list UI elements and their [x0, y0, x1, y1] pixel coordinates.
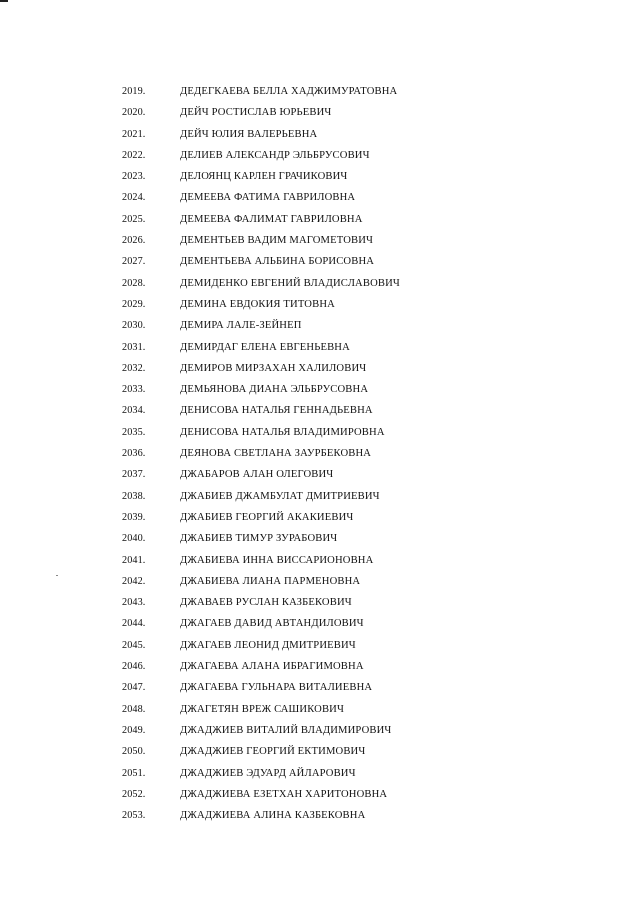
entry-number: 2027.: [122, 256, 146, 268]
entry-number: 2025.: [122, 213, 146, 225]
entry-full-name: ДЖАГАЕВА ГУЛЬНАРА ВИТАЛИЕВНА: [180, 682, 373, 694]
list-item: [0, 232, 639, 253]
list-item: [0, 339, 639, 360]
list-item: [0, 275, 639, 296]
entry-full-name: ДЖАГАЕВ ДАВИД АВТАНДИЛОВИЧ: [180, 618, 364, 630]
list-item: [0, 807, 639, 828]
entry-number: 2046.: [122, 661, 146, 673]
entry-full-name: ДЕЛИЕВ АЛЕКСАНДР ЭЛЬБРУСОВИЧ: [180, 149, 370, 161]
entry-number: 2039.: [122, 511, 146, 523]
entry-full-name: ДЕМЕНТЬЕВА АЛЬБИНА БОРИСОВНА: [180, 256, 375, 268]
entry-full-name: ДЕМЬЯНОВА ДИАНА ЭЛЬБРУСОВНА: [180, 384, 369, 396]
list-item: [0, 253, 639, 274]
entry-number: 2035.: [122, 426, 146, 438]
entry-full-name: ДЕМЕЕВА ФАЛИМАТ ГАВРИЛОВНА: [180, 213, 363, 225]
entry-full-name: ДЖАДЖИЕВ ВИТАЛИЙ ВЛАДИМИРОВИЧ: [180, 724, 392, 736]
entry-number: 2022.: [122, 149, 146, 161]
entry-number: 2024.: [122, 192, 146, 204]
entry-full-name: ДЖАБИЕВ ДЖАМБУЛАТ ДМИТРИЕВИЧ: [180, 490, 380, 502]
entry-number: 2049.: [122, 724, 146, 736]
entry-full-name: ДЖАБИЕВ ТИМУР ЗУРАБОВИЧ: [180, 533, 338, 545]
entry-full-name: ДЕМИНА ЕВДОКИЯ ТИТОВНА: [180, 298, 335, 310]
entry-number: 2050.: [122, 746, 146, 758]
list-item: [0, 296, 639, 317]
entry-full-name: ДЖАБИЕВА ЛИАНА ПАРМЕНОВНА: [180, 575, 361, 587]
list-item: [0, 594, 639, 615]
entry-full-name: ДЖАБИЕВА ИННА ВИССАРИОНОВНА: [180, 554, 374, 566]
list-item: [0, 722, 639, 743]
list-item: [0, 488, 639, 509]
entry-number: 2051.: [122, 767, 146, 779]
entry-full-name: ДЕЛОЯНЦ КАРЛЕН ГРАЧИКОВИЧ: [180, 171, 348, 183]
entry-full-name: ДЕНИСОВА НАТАЛЬЯ ГЕННАДЬЕВНА: [180, 405, 373, 417]
list-item: [0, 83, 639, 104]
list-item: [0, 317, 639, 338]
list-item: [0, 168, 639, 189]
list-item: [0, 615, 639, 636]
list-item: [0, 466, 639, 487]
entry-full-name: ДЕМИРА ЛАЛЕ-ЗЕЙНЕП: [180, 320, 302, 332]
entry-number: 2023.: [122, 171, 146, 183]
list-item: [0, 189, 639, 210]
entry-number: 2043.: [122, 597, 146, 609]
list-item: [0, 573, 639, 594]
entry-number: 2037.: [122, 469, 146, 481]
entry-full-name: ДЖАДЖИЕВ ЭДУАРД АЙЛАРОВИЧ: [180, 767, 356, 779]
entry-number: 2020.: [122, 107, 146, 119]
entry-number: 2028.: [122, 277, 146, 289]
entry-full-name: ДЖАВАЕВ РУСЛАН КАЗБЕКОВИЧ: [180, 597, 352, 609]
entry-number: 2033.: [122, 384, 146, 396]
entry-number: 2038.: [122, 490, 146, 502]
entry-full-name: ДЕМЕНТЬЕВ ВАДИМ МАГОМЕТОВИЧ: [180, 235, 374, 247]
entry-number: 2044.: [122, 618, 146, 630]
entry-full-name: ДЕНИСОВА НАТАЛЬЯ ВЛАДИМИРОВНА: [180, 426, 385, 438]
list-item: [0, 445, 639, 466]
list-item: [0, 552, 639, 573]
entry-full-name: ДЕМИРОВ МИРЗАХАН ХАЛИЛОВИЧ: [180, 362, 367, 374]
scan-corner-mark: [0, 0, 8, 2]
entry-number: 2030.: [122, 320, 146, 332]
list-item: [0, 765, 639, 786]
entry-full-name: ДЖАБАРОВ АЛАН ОЛЕГОВИЧ: [180, 469, 334, 481]
name-list: [0, 83, 639, 828]
entry-full-name: ДЕМИРДАГ ЕЛЕНА ЕВГЕНЬЕВНА: [180, 341, 350, 353]
entry-number: 2041.: [122, 554, 146, 566]
entry-full-name: ДЕЙЧ РОСТИСЛАВ ЮРЬЕВИЧ: [180, 107, 332, 119]
entry-full-name: ДЖАДЖИЕВА ЕЗЕТХАН ХАРИТОНОВНА: [180, 788, 388, 800]
entry-full-name: ДЕДЕГКАЕВА БЕЛЛА ХАДЖИМУРАТОВНА: [180, 86, 398, 97]
entry-number: 2047.: [122, 682, 146, 694]
list-item: [0, 211, 639, 232]
list-item: [0, 360, 639, 381]
entry-number: 2052.: [122, 788, 146, 800]
list-item: [0, 402, 639, 423]
entry-full-name: ДЖАГАЕВА АЛАНА ИБРАГИМОВНА: [180, 661, 364, 673]
entry-number: 2031.: [122, 341, 146, 353]
list-item: [0, 786, 639, 807]
list-item: [0, 147, 639, 168]
list-item: [0, 530, 639, 551]
entry-number: 2036.: [122, 448, 146, 460]
list-item: [0, 679, 639, 700]
entry-full-name: ДЕЯНОВА СВЕТЛАНА ЗАУРБЕКОВНА: [180, 448, 372, 460]
entry-number: 2026.: [122, 235, 146, 247]
entry-number: 2040.: [122, 533, 146, 545]
entry-number: 2034.: [122, 405, 146, 417]
list-item: [0, 509, 639, 530]
entry-full-name: ДЖАБИЕВ ГЕОРГИЙ АКАКИЕВИЧ: [180, 511, 354, 523]
list-item: [0, 743, 639, 764]
entry-number: 2053.: [122, 810, 146, 822]
entry-number: 2045.: [122, 639, 146, 651]
entry-number: 2029.: [122, 298, 146, 310]
list-item: [0, 126, 639, 147]
entry-number: 2042.: [122, 575, 146, 587]
entry-full-name: ДЕМИДЕНКО ЕВГЕНИЙ ВЛАДИСЛАВОВИЧ: [180, 277, 400, 289]
entry-number: 2032.: [122, 362, 146, 374]
entry-full-name: ДЖАДЖИЕВ ГЕОРГИЙ ЕКТИМОВИЧ: [180, 746, 366, 758]
list-item: [0, 701, 639, 722]
entry-number: 2019.: [122, 86, 146, 97]
entry-number: 2021.: [122, 128, 146, 140]
entry-full-name: ДЖАГАЕВ ЛЕОНИД ДМИТРИЕВИЧ: [180, 639, 356, 651]
list-item: [0, 637, 639, 658]
entry-full-name: ДЖАДЖИЕВА АЛИНА КАЗБЕКОВНА: [180, 810, 366, 822]
list-item: [0, 658, 639, 679]
list-item: [0, 381, 639, 402]
entry-full-name: ДЕЙЧ ЮЛИЯ ВАЛЕРЬЕВНА: [180, 128, 318, 140]
list-item: [0, 104, 639, 125]
entry-full-name: ДЖАГЕТЯН ВРЕЖ САШИКОВИЧ: [180, 703, 344, 715]
entry-full-name: ДЕМЕЕВА ФАТИМА ГАВРИЛОВНА: [180, 192, 356, 204]
list-item: [0, 424, 639, 445]
entry-number: 2048.: [122, 703, 146, 715]
